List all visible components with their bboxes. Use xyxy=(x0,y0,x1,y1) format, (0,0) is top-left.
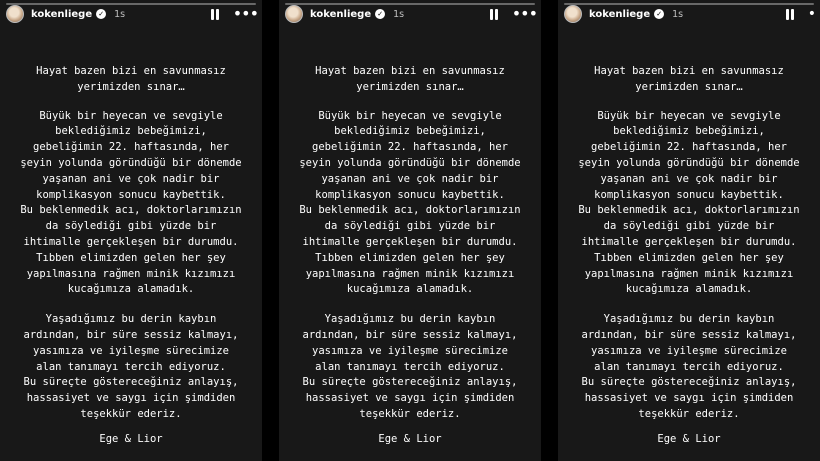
username[interactable]: kokenliege xyxy=(589,8,651,20)
verified-badge-icon: ✓ xyxy=(654,9,664,19)
username[interactable]: kokenliege xyxy=(310,8,372,20)
post-time: 1s xyxy=(393,8,405,20)
story-paragraph-2: Yaşadığımız bu derin kaybın ardından, bir süre sessiz kalmayı, yasımıza ve iyileşme sürecimize alan tanımayı tercih ediyoruz. Bu süreçte göstereceğiniz anlayış, hassasiyet ve saygı için şimdiden teşekkür ederiz. xyxy=(302,313,518,420)
verified-badge-icon: ✓ xyxy=(375,9,385,19)
post-time: 1s xyxy=(672,8,684,20)
username[interactable]: kokenliege xyxy=(31,8,93,20)
more-options-icon[interactable]: ••• xyxy=(511,4,537,23)
story-intro: Hayat bazen bizi en savunmasız yerimizden sınar… xyxy=(36,65,226,93)
avatar[interactable] xyxy=(6,5,24,23)
story-intro: Hayat bazen bizi en savunmasız yerimizden sınar… xyxy=(594,65,784,93)
story-paragraph-1: Büyük bir heyecan ve sevgiyle beklediğimiz bebeğimizi, gebeliğimin 22. haftasında, her şeyin yolunda göründüğü bir dönemde yaşanan ani ve çok nadir bir komplikasyon sonucu kaybettik. Bu beklenmedik acı, doktorlarımızın da söylediği gibi yüzde bir ihtimalle gerçekleşen bir durumdu. Tıbben elimizden gelen her şey yapılmasına rağmen minik kızımızı kucağımıza alamadık. xyxy=(299,109,521,296)
pause-icon[interactable] xyxy=(786,9,794,20)
story-paragraph-2: Yaşadığımız bu derin kaybın ardından, bir süre sessiz kalmayı, yasımıza ve iyileşme sürecimize alan tanımayı tercih ediyoruz. Bu süreçte göstereceğiniz anlayış, hassasiyet ve saygı için şimdiden teşekkür ederiz. xyxy=(23,313,239,420)
post-time: 1s xyxy=(114,8,126,20)
verified-badge-icon: ✓ xyxy=(96,9,106,19)
pause-icon[interactable] xyxy=(490,9,498,20)
story-header xyxy=(6,4,258,24)
story-panel-2[interactable] xyxy=(279,0,541,461)
story-signature: Ege & Lior xyxy=(657,433,721,445)
story-signature: Ege & Lior xyxy=(378,433,442,445)
story-panel-1[interactable] xyxy=(0,0,262,461)
story-paragraph-2: Yaşadığımız bu derin kaybın ardından, bir süre sessiz kalmayı, yasımıza ve iyileşme sürecimize alan tanımayı tercih ediyoruz. Bu süreçte göstereceğiniz anlayış, hassasiyet ve saygı için şimdiden teşekkür ederiz. xyxy=(581,313,797,420)
story-header xyxy=(564,4,816,24)
story-intro: Hayat bazen bizi en savunmasız yerimizden sınar… xyxy=(315,65,505,93)
more-options-icon[interactable]: • xyxy=(807,6,816,22)
story-text xyxy=(279,64,541,423)
more-options-icon[interactable]: ••• xyxy=(232,4,258,23)
avatar[interactable] xyxy=(285,5,303,23)
story-panel-3[interactable] xyxy=(558,0,820,461)
pause-icon[interactable] xyxy=(211,9,219,20)
avatar[interactable] xyxy=(564,5,582,23)
story-signature: Ege & Lior xyxy=(99,433,163,445)
story-text xyxy=(0,64,262,423)
story-header xyxy=(285,4,537,24)
story-text xyxy=(558,64,820,423)
story-paragraph-1: Büyük bir heyecan ve sevgiyle beklediğimiz bebeğimizi, gebeliğimin 22. haftasında, her şeyin yolunda göründüğü bir dönemde yaşanan ani ve çok nadir bir komplikasyon sonucu kaybettik. Bu beklenmedik acı, doktorlarımızın da söylediği gibi yüzde bir ihtimalle gerçekleşen bir durumdu. Tıbben elimizden gelen her şey yapılmasına rağmen minik kızımızı kucağımıza alamadık. xyxy=(578,109,800,296)
story-paragraph-1: Büyük bir heyecan ve sevgiyle beklediğimiz bebeğimizi, gebeliğimin 22. haftasında, her şeyin yolunda göründüğü bir dönemde yaşanan ani ve çok nadir bir komplikasyon sonucu kaybettik. Bu beklenmedik acı, doktorlarımızın da söylediği gibi yüzde bir ihtimalle gerçekleşen bir durumdu. Tıbben elimizden gelen her şey yapılmasına rağmen minik kızımızı kucağımıza alamadık. xyxy=(20,109,242,296)
